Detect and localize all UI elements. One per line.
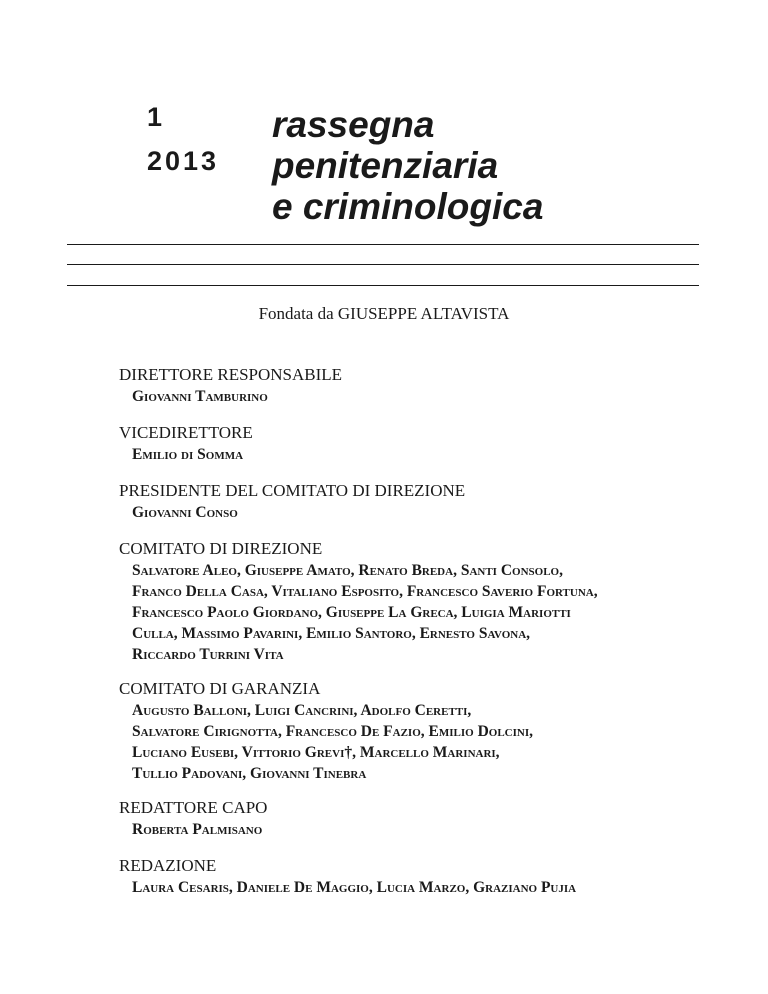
section-presidente-comitato <box>119 480 719 523</box>
founded-by: Fondata da GIUSEPPE ALTAVISTA <box>258 304 510 323</box>
section-heading: COMITATO DI DIREZIONE <box>119 539 323 558</box>
name-line: Riccardo Turrini Vita <box>132 646 284 663</box>
section-heading: REDAZIONE <box>119 856 217 875</box>
divider-rule <box>67 264 699 265</box>
name-line: Augusto Balloni, Luigi Cancrini, Adolfo Ceretti, <box>132 702 472 719</box>
name-line: Salvatore Aleo, Giuseppe Amato, Renato Breda, Santi Consolo, <box>132 562 563 579</box>
issue-number: 1 <box>147 102 165 132</box>
journal-title-line: e criminologica <box>272 186 544 227</box>
name-line: Giovanni Conso <box>132 504 238 521</box>
section-redazione <box>119 855 719 898</box>
name-line: Luciano Eusebi, Vittorio Grevi†, Marcello Marinari, <box>132 744 500 761</box>
section-redattore-capo <box>119 797 719 840</box>
name-line: Tullio Padovani, Giovanni Tinebra <box>132 765 367 782</box>
section-heading: PRESIDENTE DEL COMITATO DI DIREZIONE <box>119 481 466 500</box>
section-heading: VICEDIRETTORE <box>119 423 253 442</box>
name-line: Salvatore Cirignotta, Francesco De Fazio, Emilio Dolcini, <box>132 723 533 740</box>
journal-title <box>272 104 543 227</box>
issue-year: 2013 <box>147 146 220 176</box>
section-heading: REDATTORE CAPO <box>119 798 268 817</box>
name-line: Culla, Massimo Pavarini, Emilio Santoro, Ernesto Savona, <box>132 625 531 642</box>
section-comitato-garanzia <box>119 678 719 784</box>
section-heading: COMITATO DI GARANZIA <box>119 679 321 698</box>
journal-title-line: rassegna <box>272 104 435 145</box>
divider-rule <box>67 244 699 245</box>
name-line: Francesco Paolo Giordano, Giuseppe La Greca, Luigia Mariotti <box>132 604 571 621</box>
section-direttore-responsabile <box>119 364 719 407</box>
name-line: Emilio di Somma <box>132 446 244 463</box>
section-vicedirettore <box>119 422 719 465</box>
name-line: Laura Cesaris, Daniele De Maggio, Lucia Marzo, Graziano Pujia <box>132 879 577 896</box>
divider-rule <box>67 285 699 286</box>
journal-title-line: penitenziaria <box>272 145 499 186</box>
section-heading: DIRETTORE RESPONSABILE <box>119 365 343 384</box>
section-comitato-direzione <box>119 538 719 665</box>
name-line: Roberta Palmisano <box>132 821 263 838</box>
name-line: Franco Della Casa, Vitaliano Esposito, Francesco Saverio Fortuna, <box>132 583 598 600</box>
name-line: Giovanni Tamburino <box>132 388 268 405</box>
